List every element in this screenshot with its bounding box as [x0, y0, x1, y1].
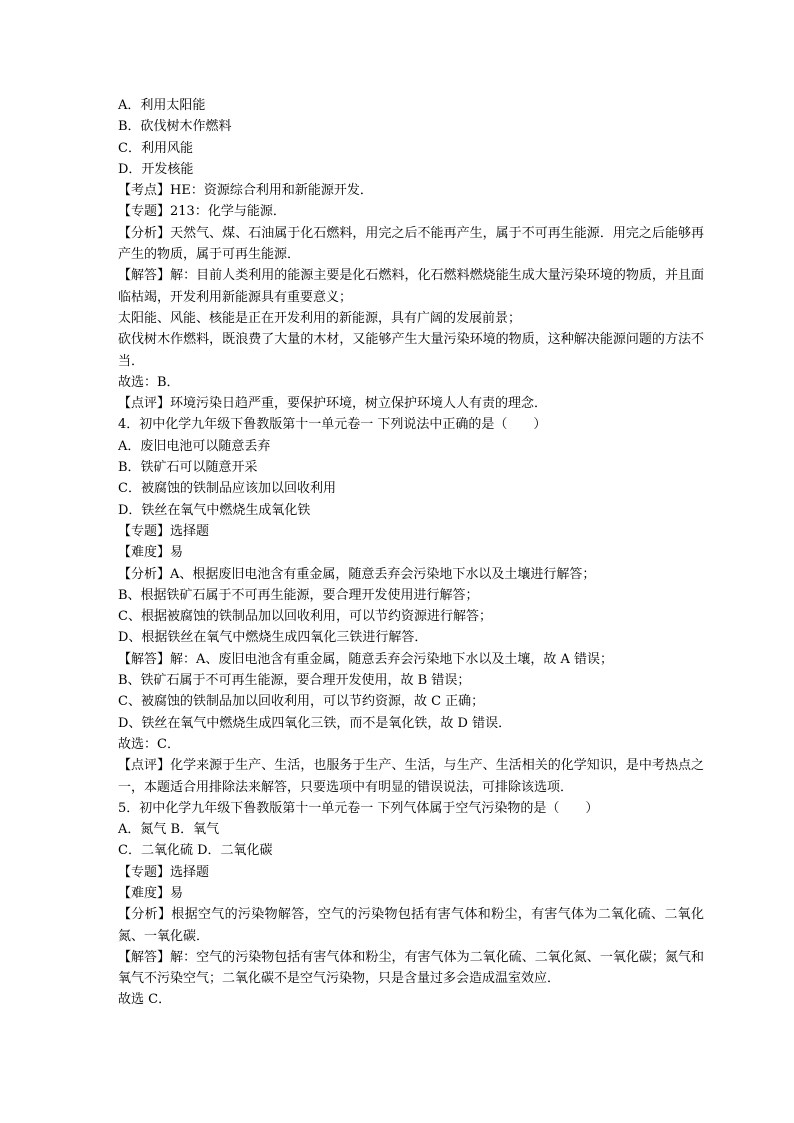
q5-fenxi: 【分析】根据空气的污染物解答，空气的污染物包括有害气体和粉尘，有害气体为二氧化硫、二氧化氮、一氧化碳．: [118, 907, 704, 944]
q3-kaodian: 【考点】HE：资源综合利用和新能源开发．: [118, 183, 373, 199]
q4-fenxi-c: C、根据被腐蚀的铁制品加以回收利用，可以节约资源进行解答；: [118, 609, 492, 625]
document-page: [118, 95, 704, 1011]
q4-fenxi-b: B、根据铁矿石属于不可再生能源，要合理开发使用进行解答；: [118, 587, 479, 603]
q3-zhuanti: 【专题】213：化学与能源．: [118, 204, 286, 220]
q4-option-b: B．铁矿石可以随意开采: [118, 460, 258, 476]
q3-dianping: 【点评】环境污染日趋严重，要保护环境，树立保护环境人人有责的理念．: [118, 396, 548, 412]
q4-dianping: 【点评】化学来源于生产、生活，也服务于生产、生活，与生产、生活相关的化学知识，是中考热点之一，本题适合用排除法来解答，只要选项中有明显的错误说法，可排除该选项．: [118, 758, 704, 795]
q4-option-c: C．被腐蚀的铁制品应该加以回收利用: [118, 481, 336, 497]
q4-jieda-d: D、铁丝在氧气中燃烧生成四氧化三铁，而不是氧化铁，故 D 错误．: [118, 715, 512, 731]
q4-answer: 故选：C．: [118, 736, 180, 752]
q4-fenxi-d: D、根据铁丝在氧气中燃烧生成四氧化三铁进行解答．: [118, 630, 428, 646]
q4-stem: 4．初中化学九年级下鲁教版第十一单元卷一 下列说法中正确的是（ ）: [118, 417, 547, 433]
q3-answer: 故选：B．: [118, 374, 180, 390]
q4-nandu: 【难度】易: [118, 545, 184, 561]
q4-option-d: D．铁丝在氧气中燃烧生成氧化铁: [118, 502, 311, 518]
q4-jieda-a: 【解答】解：A、废旧电池含有重金属，随意丢弃会污染地下水以及土壤，故 A 错误；: [118, 651, 614, 667]
q4-jieda-c: C、被腐蚀的铁制品加以回收利用，可以节约资源，故 C 正确；: [118, 694, 485, 710]
q5-answer: 故选 C．: [118, 992, 172, 1008]
q3-option-c: C．利用风能: [118, 140, 193, 156]
q5-options-row2: C．二氧化硫 D．二氧化碳: [118, 843, 273, 859]
q4-zhuanti: 【专题】选择题: [118, 523, 210, 539]
q3-option-b: B．砍伐树木作燃料: [118, 119, 232, 135]
q5-zhuanti: 【专题】选择题: [118, 864, 210, 880]
q4-fenxi-a: 【分析】A、根据废旧电池含有重金属，随意丢弃会污染地下水以及土壤进行解答；: [118, 566, 596, 582]
q3-option-d: D．开发核能: [118, 161, 194, 177]
q3-fenxi: 【分析】天然气、煤、石油属于化石燃料，用完之后不能再产生，属于不可再生能源．用完之后能够再产生的物质，属于可再生能源．: [118, 225, 704, 263]
q3-jieda-3: 砍伐树木作燃料，既浪费了大量的木材，又能够产生大量污染环境的物质，这种解决能源问题的方法不当．: [118, 332, 704, 369]
q3-jieda-2: 太阳能、风能、核能是正在开发利用的新能源，具有广阔的发展前景；: [118, 310, 522, 326]
q5-nandu: 【难度】易: [118, 885, 184, 901]
q3-jieda-1: 【解答】解：目前人类利用的能源主要是化石燃料，化石燃料燃烧能生成大量污染环境的物质，并且面临枯竭，开发利用新能源具有重要意义；: [118, 268, 704, 305]
q5-options-row1: A．氮气 B．氧气: [118, 822, 220, 838]
q5-stem: 5．初中化学九年级下鲁教版第十一单元卷一 下列气体属于空气污染物的是（ ）: [118, 800, 599, 816]
q4-option-a: A．废旧电池可以随意丢弃: [118, 438, 271, 454]
q5-jieda: 【解答】解：空气的污染物包括有害气体和粉尘，有害气体为二氧化硫、二氧化氮、一氧化碳；氮气和氧气不污染空气；二氧化碳不是空气污染物，只是含量过多会造成温室效应．: [118, 949, 704, 987]
q3-option-a: A．利用太阳能: [118, 98, 206, 113]
q4-jieda-b: B、铁矿石属于不可再生能源，要合理开发使用，故 B 错误；: [118, 673, 471, 689]
